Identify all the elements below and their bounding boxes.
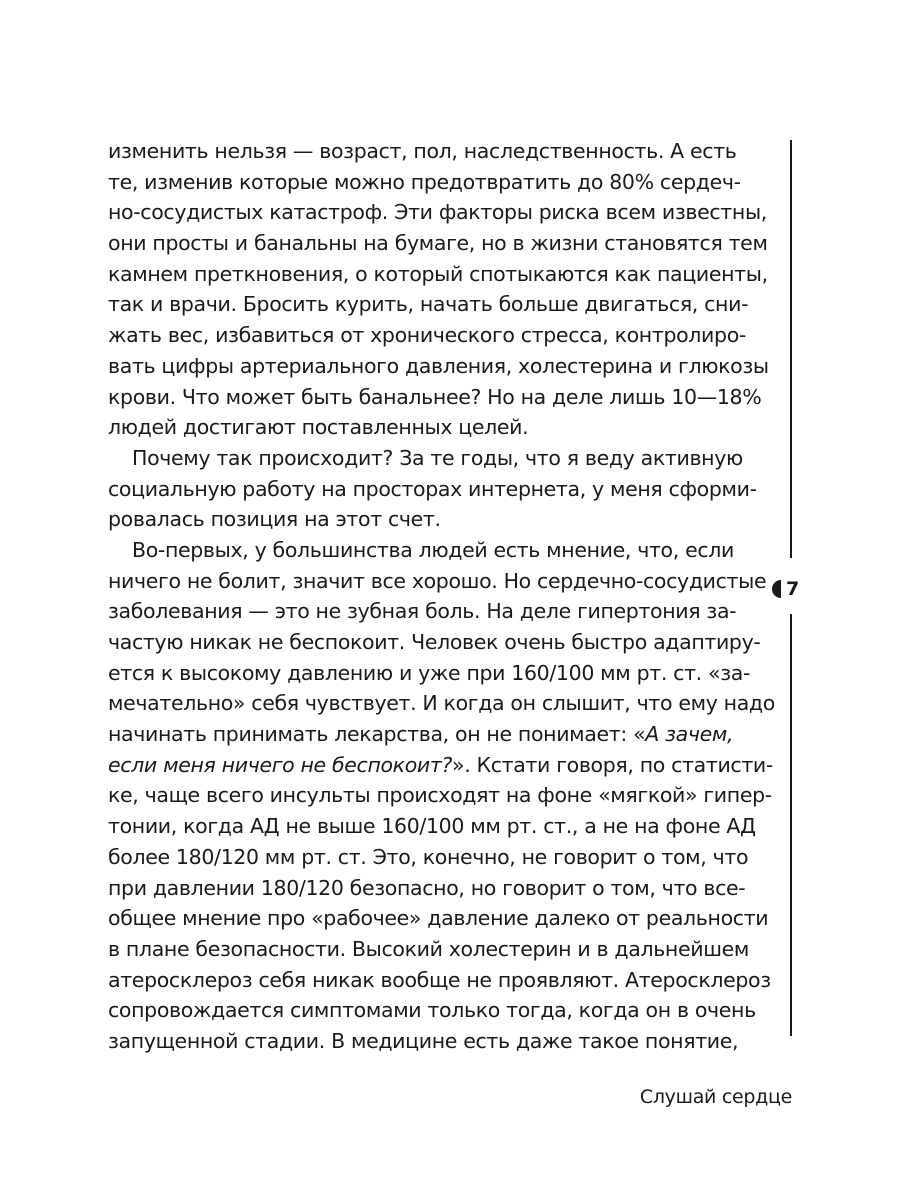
text-line-with-quote [108,719,734,750]
text-line: запущенной стадии. В медицине есть даже такое понятие, [108,1028,739,1053]
text-line: мечательно» себя чувствует. И когда он слышит, что ему надо [108,691,775,716]
margin-rule-top [790,140,792,558]
text-line: общее мнение про «рабочее» давление далеко от реальности [108,906,769,931]
page-number: 7 [786,578,800,600]
paragraph-start-line: Во-первых, у большинства людей есть мнение, что, если [132,537,734,562]
text-line: жать вес, избавиться от хронического стресса, контролиро- [108,323,746,348]
text-segment: ». Кстати говоря, по статисти- [452,752,773,777]
text-line: при давлении 180/120 безопасно, но говорит о том, что все- [108,875,746,900]
text-line: так и врачи. Бросить курить, начать больше двигаться, сни- [108,292,749,317]
margin-rule-bottom [790,614,792,1036]
text-line: в плане безопасности. Высокий холестерин и в дальнейшем [108,936,750,961]
running-footer-title: Слушай сердце [639,1086,792,1108]
text-line: атеросклероз себя никак вообще не проявляют. Атеросклероз [108,967,771,992]
text-line: более 180/120 мм рт. ст. Это, конечно, не говорит о том, что [108,844,749,869]
text-line-with-quote [108,750,773,781]
text-line: ровалась позиция на этот счет. [108,507,441,532]
text-line: социальную работу на просторах интернета, у меня сформи- [108,476,757,501]
text-line: вать цифры артериального давления, холестерина и глюкозы [108,353,769,378]
text-line: крови. Что может быть банальнее? Но на деле лишь 10—18% [108,384,762,409]
text-line: изменить нельзя — возраст, пол, наследственность. А есть [108,139,737,163]
text-line: они просты и банальны на бумаге, но в жизни становятся тем [108,231,768,256]
text-line: но-сосудистых катастроф. Эти факторы риска всем известны, [108,200,767,225]
paragraph-start-line: Почему так происходит? За те годы, что я веду активную [132,445,743,470]
text-line: те, изменив которые можно предотвратить до 80% сердеч- [108,169,741,194]
text-segment: начинать принимать лекарства, он не понимает: « [108,722,646,747]
page-number-marker [772,576,799,602]
text-line: тонии, когда АД не выше 160/100 мм рт. ст., а не на фоне АД [108,814,756,839]
italic-quote-segment: А зачем, [645,722,734,747]
page-body-text [108,136,775,1057]
text-line: ется к высокому давлению и уже при 160/100 мм рт. ст. «за- [108,660,751,685]
text-line: ке, чаще всего инсульты происходят на фоне «мягкой» гипер- [108,783,772,808]
half-circle-icon [772,580,781,598]
text-line: сопровождается симптомами только тогда, когда он в очень [108,998,756,1023]
italic-quote-segment: если меня ничего не беспокоит? [108,752,453,777]
text-line: частую никак не беспокоит. Человек очень быстро адаптиру- [108,630,761,654]
text-line: ничего не болит, значит все хорошо. Но сердечно-сосудистые [108,568,767,593]
text-line: людей достигают поставленных целей. [108,415,529,440]
text-line: заболевания — это не зубная боль. На деле гипертония за- [108,599,737,624]
text-line: камнем преткновения, о который спотыкаются как пациенты, [108,261,768,286]
